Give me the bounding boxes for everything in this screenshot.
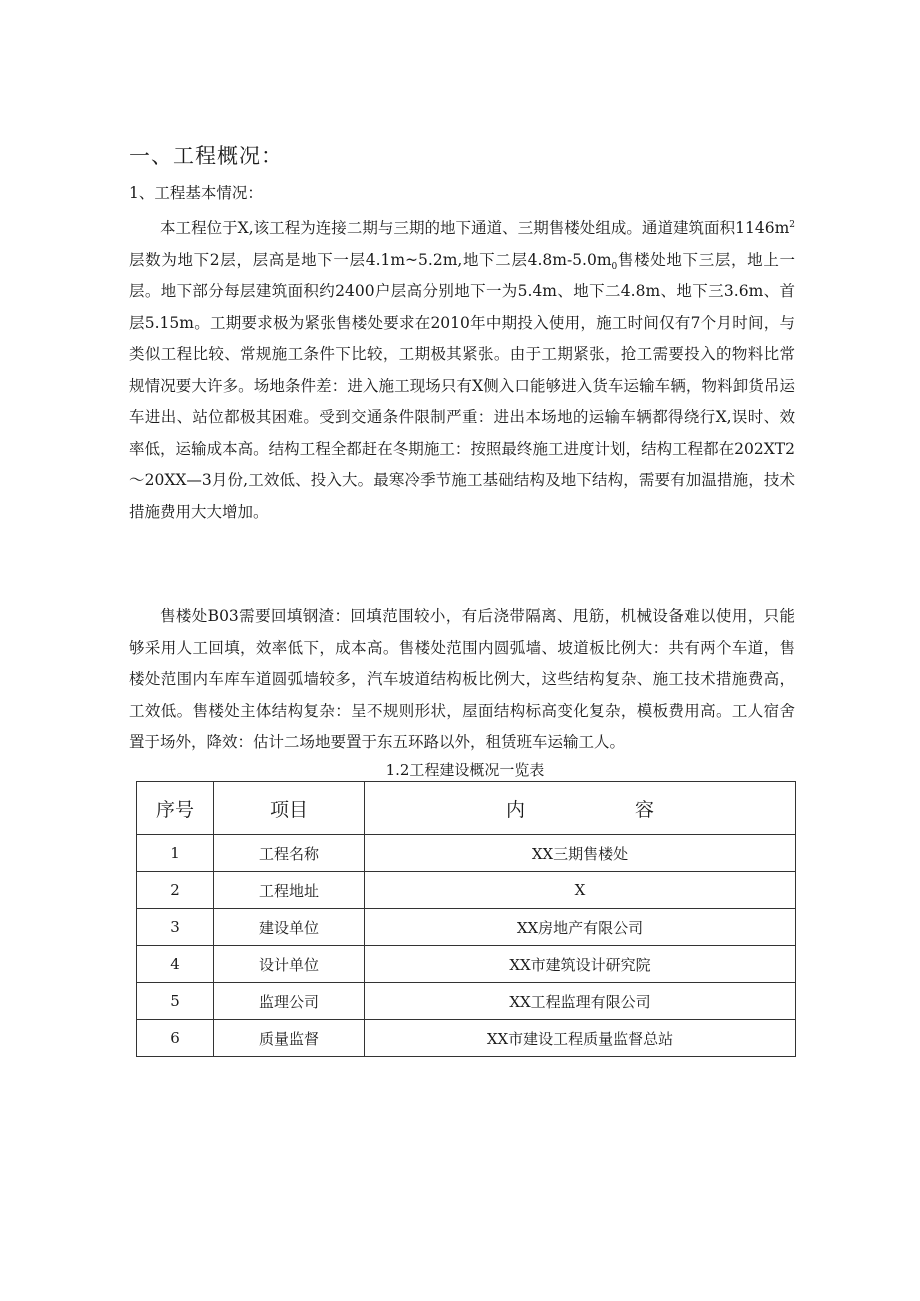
table-header-row [137,782,796,835]
subscript-mark: 0 [611,261,618,272]
paragraph-basic-info-part2: 层数为地下2层，层高是地下一层4.1m~5.2m,地下二层4.8m-5.0m [129,250,612,269]
paragraph-sales-office: 售楼处B03需要回填钢渣：回填范围较小，有后浇带隔离、甩筋，机械设备难以使用，只能够采用人工回填，效率低下，成本高。售楼处范围内圆弧墙、坡道板比例大：共有两个车道，售楼处范围内车库车道圆弧墙较多，汽车坡道结构板比例大，这些结构复杂、施工技术措施费高，工效低。售楼处主体结构复杂：呈不规则形状，屋面结构标高变化复杂，模板费用高。工人宿舍置于场外，降效：估计二场地要置于东五环路以外，租赁班车运输工人。 [129,607,795,751]
paragraph-basic-info-part1: 本工程位于X,该工程为连接二期与三期的地下通道、三期售楼处组成。通道建筑面积1146m [160,219,790,237]
cell-item: 工程名称 [214,835,365,872]
cell-item: 设计单位 [214,946,365,983]
paragraph-basic-info-part3: 售楼处地下三层，地上一层。地下部分每层建筑面积约2400户层高分别地下一为5.4m、地下二4.8m、地下三3.6m、首层5.15m。工期要求极为紧张售楼处要求在2010年中期投入使用，施工时间仅有7个月时间，与类似工程比较、常规施工条件下比较，工期极其紧张。由于工期紧张，抢工需要投入的物料比常规情况要大许多。场地条件差：进入施工现场只有X侧入口能够进入货车运输车辆，物料卸货吊运车进出、站位都极其困难。受到交通条件限制严重：进出本场地的运输车辆都得绕行X,误时、效率低，运输成本高。结构工程全都赶在冬期施工：按照最终施工进度计划，结构工程都在202XT2～20XX—3月份,工效低、投入大。最寒冷季节施工基础结构及地下结构，需要有加温措施，技术措施费用大大增加。 [129,250,795,521]
table-row [137,946,796,983]
section-heading: 一、工程概况： [129,144,283,168]
area-unit-superscript: 2 [789,219,795,230]
cell-no: 2 [137,872,214,909]
table-row [137,835,796,872]
table-caption: 1.2工程建设概况一览表 [385,761,545,779]
header-content-b: 容 [635,798,655,821]
project-overview-table [136,781,796,1057]
cell-no: 5 [137,983,214,1020]
paragraph-basic-info [129,213,795,528]
cell-content: XX市建设工程质量监督总站 [365,1020,796,1057]
cell-item: 工程地址 [214,872,365,909]
header-content-a: 内 [505,798,525,821]
cell-no: 4 [137,946,214,983]
table-row [137,983,796,1020]
cell-no: 1 [137,835,214,872]
cell-item: 质量监督 [214,1020,365,1057]
table-row [137,1020,796,1057]
cell-content: XX房地产有限公司 [365,909,796,946]
header-item: 项目 [214,782,365,835]
table-row [137,872,796,909]
cell-content: XX市建筑设计研究院 [365,946,796,983]
cell-item: 监理公司 [214,983,365,1020]
cell-content: X [365,872,796,909]
cell-item: 建设单位 [214,909,365,946]
subsection-heading: 1、工程基本情况： [129,184,263,202]
cell-no: 3 [137,909,214,946]
header-content [365,782,796,835]
header-no: 序号 [137,782,214,835]
table-row [137,909,796,946]
cell-content: XX工程监理有限公司 [365,983,796,1020]
cell-content: XX三期售楼处 [365,835,796,872]
cell-no: 6 [137,1020,214,1057]
